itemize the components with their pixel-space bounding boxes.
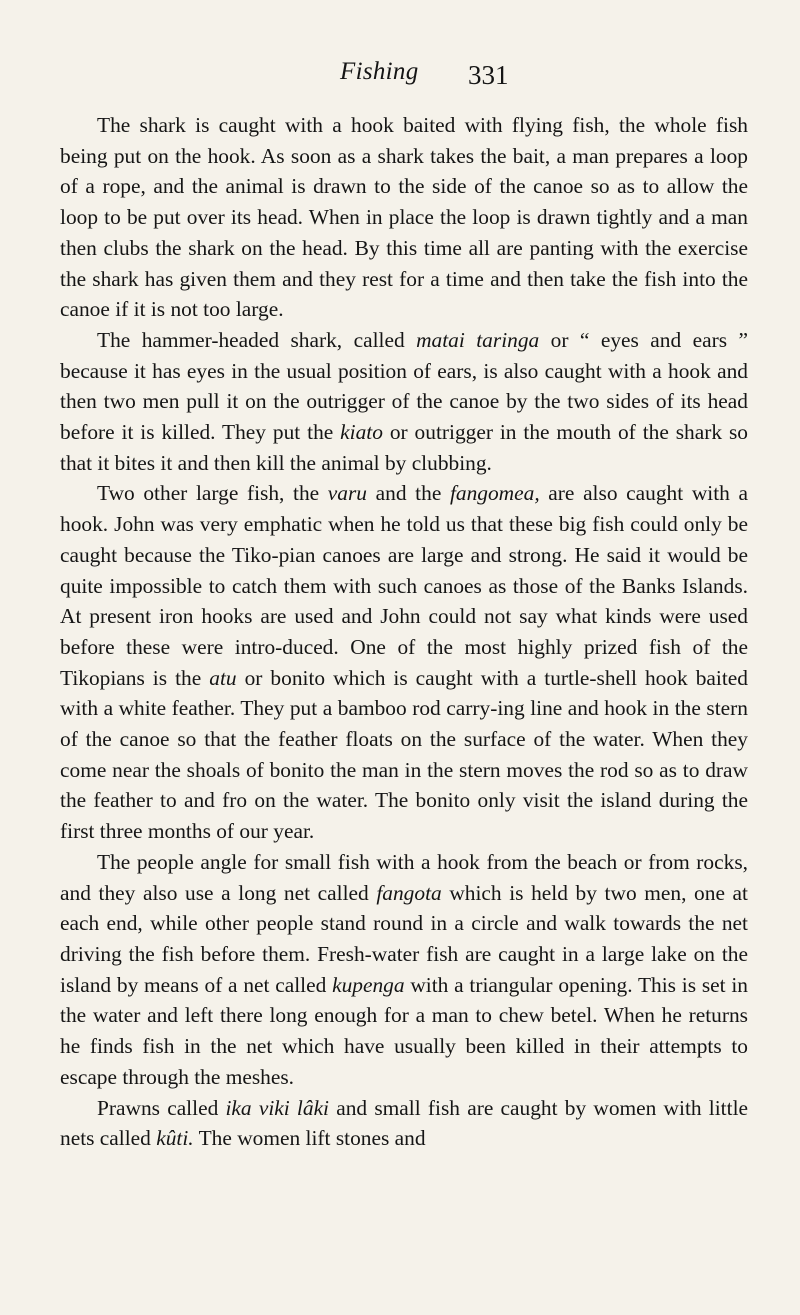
text-run: The hammer-headed shark, called bbox=[97, 327, 417, 352]
paragraph-1 bbox=[60, 110, 748, 325]
text-run: The shark is caught with a hook baited with flying fish, the whole fish being put on the hook. As soon as a shark takes the bait, a man prepares a loop of a rope, and the animal is drawn to the side of the canoe so as to allow the loop to be put over its head. When in place the loop is drawn tightly and a man then clubs the shark on the head. By this time all are panting with the exercise the shark has given them and they rest for a time and then take the fish into the canoe if it is not too large. bbox=[60, 113, 748, 322]
text-run: or “ eyes and ears ” because it has eyes in the usual position of ears, is also caught with a hook and then two men pull it on the outrigger of the canoe by the two sides of its head before it is killed. They put the bbox=[60, 327, 748, 445]
native-term-fangota: fangota bbox=[376, 880, 442, 905]
text-run: or outrigger in the mouth of the shark so that it bites it and then kill the animal by clubbing. bbox=[60, 420, 748, 475]
native-term-fangomea: fangomea, bbox=[449, 481, 540, 506]
native-term-matai-taringa: matai taringa bbox=[416, 327, 540, 352]
paragraph-5 bbox=[60, 1093, 748, 1154]
page-header bbox=[340, 58, 740, 98]
text-run: Two other large fish, the bbox=[97, 481, 328, 506]
paragraph-2 bbox=[60, 325, 748, 479]
text-run: The women lift stones and bbox=[193, 1126, 426, 1151]
text-run: or bonito which is caught with a turtle-shell hook baited with a white feather. They put a bamboo rod carry-ing line and hook in the stern of the canoe so that the feather floats on the surface of the water. When they come near the shoals of bonito the man in the stern moves the rod so as to draw the feather to and fro on the water. The bonito only visit the island during the first three months of our year. bbox=[60, 665, 748, 844]
native-term-varu: varu bbox=[327, 481, 368, 506]
native-term-kupenga: kupenga bbox=[332, 972, 405, 997]
text-run: and small fish are caught by women with little nets called bbox=[60, 1095, 749, 1151]
running-head: Fishing bbox=[340, 58, 419, 85]
paragraph-4 bbox=[60, 847, 748, 1093]
native-term-kiato: kiato bbox=[340, 420, 383, 445]
text-run: Prawns called bbox=[97, 1095, 226, 1120]
page-number: 331 bbox=[468, 60, 509, 90]
text-run: which is held by two men, one at each end, while other people stand round in a circle and walk towards the net driving the fish before them. Fresh-water fish are caught in a large lake on the island by means of a net called bbox=[60, 880, 748, 997]
text-run: The people angle for small fish with a hook from the beach or from rocks, and they also use a long net called bbox=[60, 849, 748, 905]
text-run: with a triangular opening. This is set in the water and left there long enough for a man to chew betel. When he returns he finds fish in the net which have usually been killed in their attempts to escape through the meshes. bbox=[60, 972, 748, 1089]
native-term-kuti: kûti. bbox=[156, 1126, 194, 1151]
native-term-atu: atu bbox=[209, 665, 237, 690]
text-run: and the bbox=[367, 481, 450, 506]
text-run: are also caught with a hook. John was very emphatic when he told us that these big fish could only be caught because the Tiko-pian canoes are large and strong. He said it would be quite impossible to catch them with such canoes as those of the Banks Islands. At present iron hooks are used and John could not say what kinds were used before these were intro-duced. One of the most highly prized fish of the Tikopians is the bbox=[60, 481, 748, 690]
paragraph-3 bbox=[60, 478, 748, 846]
native-term-ika-viki-laki: ika viki lâki bbox=[225, 1095, 330, 1120]
body-text bbox=[60, 110, 748, 1154]
